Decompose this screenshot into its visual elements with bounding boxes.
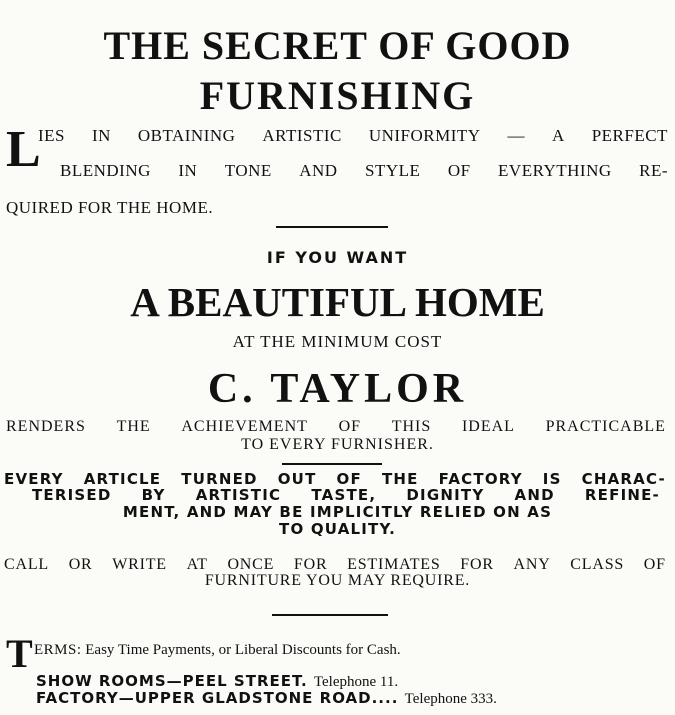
headline-line-1: THE SECRET OF GOOD — [103, 23, 572, 68]
word: ANY — [513, 556, 551, 573]
every-article-line-4: TO QUALITY. — [279, 520, 396, 538]
word: OF — [338, 418, 362, 435]
word: THE — [381, 470, 419, 488]
word: OF — [336, 470, 362, 488]
word: IDEAL — [461, 418, 515, 435]
word: ESTIMATES — [347, 556, 441, 573]
word: EVERYTHING — [498, 161, 612, 180]
factory-address — [36, 689, 497, 708]
word: CHARAC- — [581, 470, 666, 488]
every-article-line-2 — [32, 486, 660, 504]
company-name: C. TAYLOR — [207, 366, 468, 412]
word: TERISED — [32, 486, 112, 504]
word: ACHIEVEMENT — [181, 418, 308, 435]
word: IS — [542, 470, 562, 488]
intro-line-1 — [38, 126, 668, 146]
word: FOR — [293, 556, 328, 573]
word: — — [507, 126, 526, 145]
renders-line-1 — [6, 418, 666, 436]
word: THIS — [391, 418, 432, 435]
word: FOR — [460, 556, 494, 573]
word: PERFECT — [591, 126, 668, 145]
word: IES — [38, 126, 65, 145]
word: IN — [178, 161, 198, 180]
if-you-want-text: IF YOU WANT — [266, 248, 409, 267]
word: OF — [643, 556, 666, 573]
word: BY — [141, 486, 166, 504]
terms-label: ERMS: — [34, 642, 82, 658]
word: IN — [91, 126, 111, 145]
word: TURNED — [181, 470, 258, 488]
word: AT — [186, 556, 208, 573]
word: PRACTICABLE — [545, 418, 666, 435]
showrooms-text: SHOW ROOMS—PEEL STREET. — [36, 672, 308, 690]
word: CALL — [4, 556, 49, 573]
word: TASTE, — [311, 486, 377, 504]
divider-rule — [276, 226, 388, 228]
word: A — [551, 126, 565, 145]
factory-telephone: Telephone 333. — [404, 691, 497, 707]
intro-line-3: QUIRED FOR THE HOME. — [6, 198, 214, 217]
word: DIGNITY — [406, 486, 485, 504]
word: OBTAINING — [137, 126, 236, 145]
renders-line-2: TO EVERY FURNISHER. — [241, 436, 434, 453]
word: ARTISTIC — [195, 486, 282, 504]
divider-rule — [282, 463, 382, 465]
word: FACTORY — [438, 470, 523, 488]
word: TONE — [224, 161, 272, 180]
word: OUT — [277, 470, 317, 488]
terms-dropcap: T — [6, 631, 33, 676]
word: CLASS — [570, 556, 625, 573]
word: WRITE — [112, 556, 167, 573]
word: ARTICLE — [83, 470, 162, 488]
minimum-cost-text: AT THE MINIMUM COST — [232, 332, 443, 351]
intro-dropcap: L — [6, 121, 41, 178]
terms-text: Easy Time Payments, or Liberal Discounts for Cash. — [85, 642, 401, 658]
word: OR — [68, 556, 93, 573]
beautiful-home-heading: A BEAUTIFUL HOME — [130, 279, 545, 325]
word: RE- — [639, 161, 668, 180]
every-article-line-3: MENT, AND MAY BE IMPLICITLY RELIED ON AS — [122, 503, 553, 521]
word: REFINE- — [584, 486, 660, 504]
word: ONCE — [227, 556, 275, 573]
word: ARTISTIC — [262, 126, 342, 145]
intro-line-2 — [60, 161, 668, 181]
terms-line — [34, 642, 401, 659]
divider-rule — [272, 614, 388, 616]
word: EVERY — [4, 470, 64, 488]
headline-line-2: FURNISHING — [199, 73, 476, 118]
word: BLENDING — [60, 161, 151, 180]
word: UNIFORMITY — [368, 126, 481, 145]
showrooms-telephone: Telephone 11. — [313, 674, 399, 690]
call-line-2: FURNITURE YOU MAY REQUIRE. — [204, 572, 471, 589]
factory-text: FACTORY—UPPER GLADSTONE ROAD.... — [36, 689, 399, 707]
word: AND — [514, 486, 555, 504]
word: STYLE — [365, 161, 421, 180]
word: RENDERS — [6, 418, 86, 435]
word: OF — [447, 161, 471, 180]
word: THE — [116, 418, 151, 435]
word: AND — [299, 161, 338, 180]
